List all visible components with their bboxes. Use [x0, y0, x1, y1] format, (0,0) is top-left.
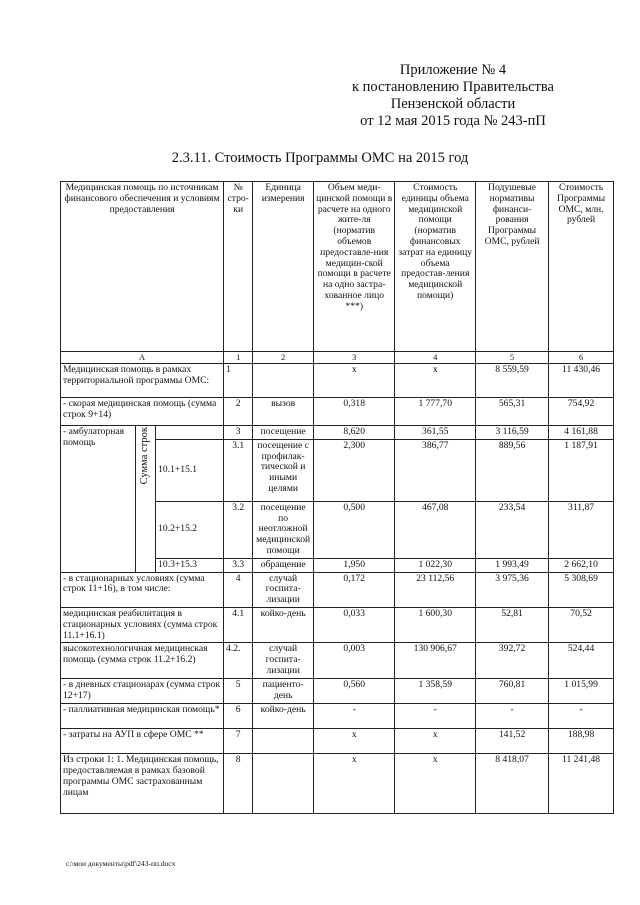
cell-unit-cost: х: [395, 364, 475, 398]
table-header-row: [61, 182, 614, 352]
ambulatory-label: - амбулаторная помощь: [61, 426, 136, 573]
row-number: 3.2: [224, 501, 253, 558]
table-row: [61, 398, 614, 426]
cell-total: 11 430,46: [549, 364, 614, 398]
cell-per-capita: 52,81: [475, 607, 548, 642]
cell-volume: 0,172: [313, 572, 395, 607]
row-number: 3.1: [224, 439, 253, 501]
cell-volume: х: [313, 754, 395, 814]
row-unit: [253, 364, 314, 398]
appendix-line: к постановлению Правительства: [352, 79, 554, 95]
row-number: 3.3: [224, 558, 253, 572]
appendix-line: Приложение № 4: [399, 62, 507, 78]
cell-per-capita: 8 418,07: [475, 754, 548, 814]
cell-unit-cost: 386,77: [395, 439, 475, 501]
column-number: А: [61, 352, 224, 364]
row-number: 4.2.: [224, 643, 253, 679]
row-unit: [253, 729, 314, 754]
row-name: [156, 426, 224, 440]
row-unit: случай госпита-лизации: [253, 572, 314, 607]
cell-per-capita: 3 975,36: [475, 572, 548, 607]
cell-unit-cost: 130 906,67: [395, 643, 475, 679]
row-number: 4: [224, 572, 253, 607]
row-name: медицинская реабилитация в стационарных условиях (сумма строк 11.1+16.1): [61, 607, 224, 642]
cell-total: 524,44: [549, 643, 614, 679]
cost-table: [60, 181, 614, 814]
row-unit: посещение с профилак-тической и иными целями: [253, 439, 314, 501]
document-title: 2.3.11. Стоимость Программы ОМС на 2015 год: [171, 150, 469, 166]
cell-per-capita: 889,56: [475, 439, 548, 501]
cell-unit-cost: 23 112,56: [395, 572, 475, 607]
table-row: [61, 426, 614, 440]
cell-total: 4 161,88: [549, 426, 614, 440]
cell-per-capita: 3 116,59: [475, 426, 548, 440]
cell-unit-cost: 467,08: [395, 501, 475, 558]
row-name: Медицинская помощь в рамках территориальной программы ОМС:: [61, 364, 224, 398]
row-unit: посещение: [253, 426, 314, 440]
row-number: 2: [224, 398, 253, 426]
row-name: 10.1+15.1: [156, 439, 224, 501]
row-name: - в дневных стационарах (сумма строк 12+17): [61, 679, 224, 704]
cell-volume: х: [313, 729, 395, 754]
column-number-row: [61, 352, 614, 364]
cell-unit-cost: 1 600,30: [395, 607, 475, 642]
cell-total: 2 662,10: [549, 558, 614, 572]
cell-total: 188,98: [549, 729, 614, 754]
row-unit: посещение по неотложной медицинской помощи: [253, 501, 314, 558]
row-number: 3: [224, 426, 253, 440]
row-name: - паллиативная медицинская помощь*: [61, 704, 224, 729]
cell-total: 1 015,99: [549, 679, 614, 704]
cell-total: 1 187,91: [549, 439, 614, 501]
cell-per-capita: 1 993,49: [475, 558, 548, 572]
table-row: [61, 572, 614, 607]
row-name: Из строки 1: 1. Медицинская помощь, предоставляемая в рамках базовой программы ОМС застрахованным лицам: [61, 754, 224, 814]
row-unit: койко-день: [253, 704, 314, 729]
cell-unit-cost: 1 777,70: [395, 398, 475, 426]
cell-volume: 0,500: [313, 501, 395, 558]
cell-per-capita: 8 559,59: [475, 364, 548, 398]
file-path-footer: c:\мои документы\pdf\243-пп.docx: [66, 859, 176, 868]
cell-per-capita: 565,31: [475, 398, 548, 426]
cell-volume: 2,300: [313, 439, 395, 501]
cell-volume: х: [313, 364, 395, 398]
cell-per-capita: 760,81: [475, 679, 548, 704]
sum-of-rows-text: Сумма строк: [139, 427, 151, 485]
cell-unit-cost: 1 358,59: [395, 679, 475, 704]
column-number: 5: [475, 352, 548, 364]
row-number: 8: [224, 754, 253, 814]
row-unit: обращение: [253, 558, 314, 572]
appendix-header: [323, 62, 583, 130]
column-number: 3: [313, 352, 395, 364]
cell-volume: 0,318: [313, 398, 395, 426]
table-row: [61, 754, 614, 814]
row-unit: случай госпита-лизации: [253, 643, 314, 679]
cell-per-capita: 141,52: [475, 729, 548, 754]
row-number: 7: [224, 729, 253, 754]
header-col-5: Подушевые нормативы финанси-рования Программы ОМС, рублей: [475, 182, 548, 352]
cell-unit-cost: 361,55: [395, 426, 475, 440]
row-name: высокотехнологичная медицинская помощь (сумма строк 11.2+16.2): [61, 643, 224, 679]
row-unit: [253, 754, 314, 814]
cell-volume: 1,950: [313, 558, 395, 572]
row-name: - в стационарных условиях (сумма строк 11+16), в том числе:: [61, 572, 224, 607]
row-name: - затраты на АУП в сфере ОМС **: [61, 729, 224, 754]
cell-total: 11 241,48: [549, 754, 614, 814]
row-name: 10.2+15.2: [156, 501, 224, 558]
row-unit: пациенто-день: [253, 679, 314, 704]
table-row: [61, 729, 614, 754]
cell-total: -: [549, 704, 614, 729]
table-row: [61, 607, 614, 642]
header-col-2: Единица измерения: [253, 182, 314, 352]
cell-total: 5 308,69: [549, 572, 614, 607]
cell-unit-cost: х: [395, 754, 475, 814]
header-col-3: Объем меди-цинской помощи в расчете на одного жите-ля (норматив объемов предоставле-ния медицин-ской помощи в расчете на одно застра-хованное лицо ***): [313, 182, 395, 352]
appendix-line: Пензенской области: [390, 96, 516, 112]
cell-volume: 0,003: [313, 643, 395, 679]
row-name: 10.3+15.3: [156, 558, 224, 572]
table-row: [61, 643, 614, 679]
cell-total: 754,92: [549, 398, 614, 426]
cell-unit-cost: -: [395, 704, 475, 729]
header-col-6: Стоимость Программы ОМС, млн. рублей: [549, 182, 614, 352]
cell-volume: -: [313, 704, 395, 729]
column-number: 2: [253, 352, 314, 364]
cell-per-capita: 392,72: [475, 643, 548, 679]
column-number: 1: [224, 352, 253, 364]
appendix-line: от 12 мая 2015 года № 243-пП: [360, 113, 546, 129]
cell-per-capita: 233,54: [475, 501, 548, 558]
row-number: 4.1: [224, 607, 253, 642]
cell-per-capita: -: [475, 704, 548, 729]
table-row: [61, 364, 614, 398]
row-unit: вызов: [253, 398, 314, 426]
sum-of-rows-label: [136, 426, 156, 573]
table-row: [61, 679, 614, 704]
column-number: 6: [549, 352, 614, 364]
row-number: 6: [224, 704, 253, 729]
cell-unit-cost: х: [395, 729, 475, 754]
cell-total: 311,87: [549, 501, 614, 558]
cell-unit-cost: 1 022,30: [395, 558, 475, 572]
row-unit: койко-день: [253, 607, 314, 642]
cell-volume: 0,560: [313, 679, 395, 704]
cell-volume: 0,033: [313, 607, 395, 642]
header-col-a: Медицинская помощь по источникам финансового обеспечения и условиям предоставления: [61, 182, 224, 352]
cell-total: 70,52: [549, 607, 614, 642]
row-number: 5: [224, 679, 253, 704]
header-col-4: Стоимость единицы объема медицинской помощи (норматив финансовых затрат на единицу объема предостав-ления медицинской помощи): [395, 182, 475, 352]
row-number: 1: [224, 364, 253, 398]
column-number: 4: [395, 352, 475, 364]
header-col-1: № стро-ки: [224, 182, 253, 352]
row-name: - скорая медицинская помощь (сумма строк 9+14): [61, 398, 224, 426]
table-row: [61, 704, 614, 729]
cell-volume: 8,620: [313, 426, 395, 440]
